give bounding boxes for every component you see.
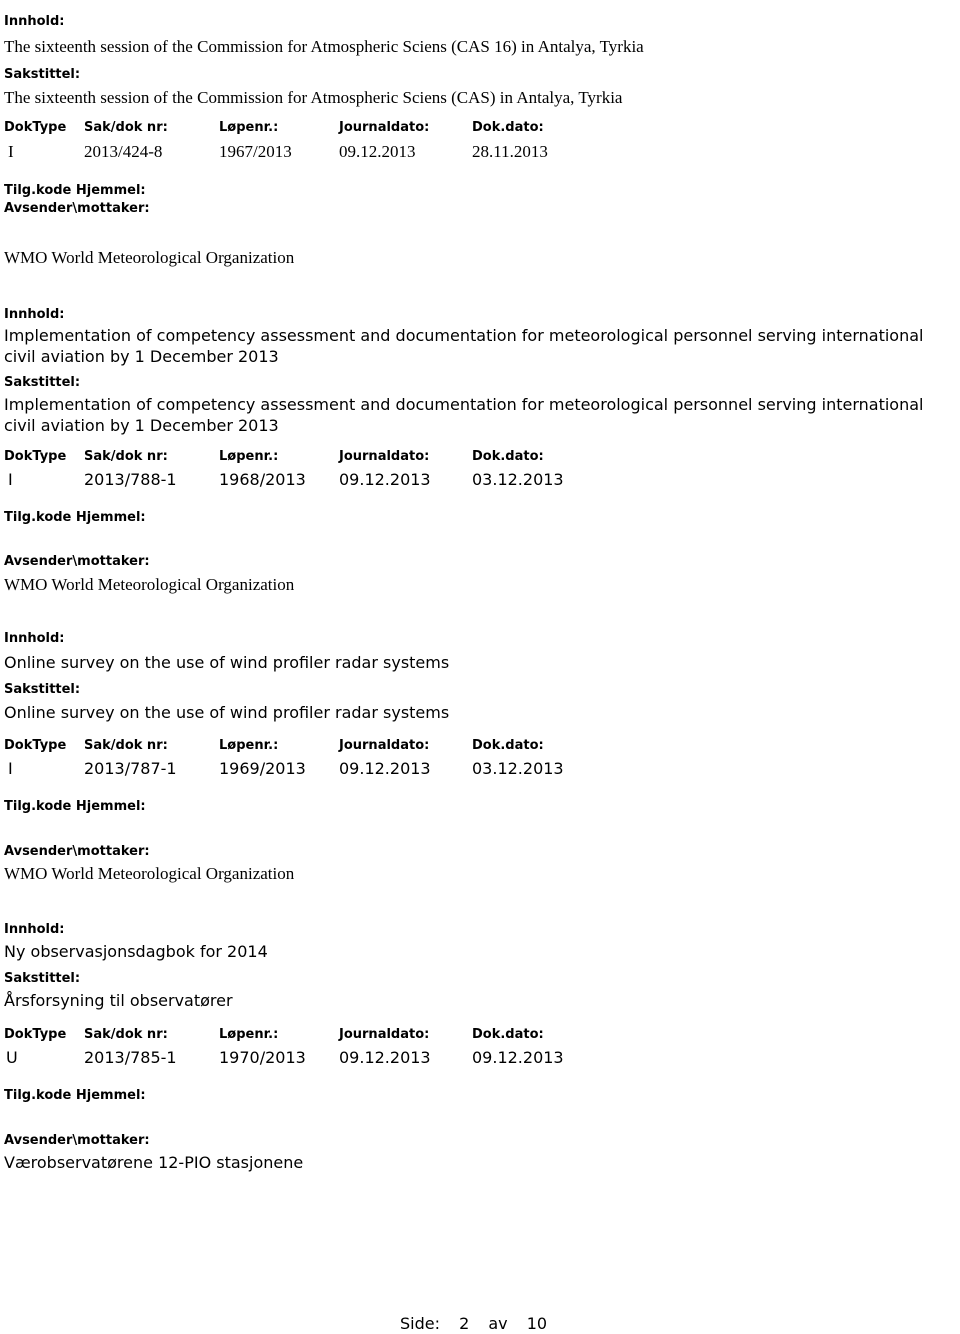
- lopenr-value: 1968/2013: [219, 470, 306, 489]
- sakstittel-label: Sakstittel:: [4, 682, 81, 697]
- innhold-label: Innhold:: [4, 631, 65, 646]
- tilgkode-text: Tilg.kode: [4, 1088, 72, 1103]
- sakstittel-label: Sakstittel:: [4, 67, 81, 82]
- avsender-label: Avsender\mottaker:: [4, 1133, 150, 1148]
- dokdato-value: 09.12.2013: [472, 1048, 564, 1067]
- dokdato-label: Dok.dato:: [472, 120, 544, 135]
- saksnr-value: 2013/787-1: [84, 759, 177, 778]
- lopenr-label: Løpenr.:: [219, 449, 279, 464]
- journaldato-value: 09.12.2013: [339, 470, 431, 489]
- journaldato-label: Journaldato:: [339, 738, 430, 753]
- innhold-text: The sixteenth session of the Commission for Atmospheric Sciens (CAS 16) in Antalya, Tyrkia: [4, 37, 644, 56]
- journaldato-value: 09.12.2013: [339, 142, 416, 161]
- side-label: Side:: [400, 1314, 440, 1333]
- hjemmel-label: Hjemmel:: [75, 183, 146, 198]
- tilgkode-label: [4, 510, 146, 526]
- tilgkode-label: [4, 183, 146, 199]
- doktype-value: U: [6, 1048, 18, 1067]
- avsender-label: Avsender\mottaker:: [4, 554, 150, 569]
- tilgkode-label: [4, 799, 146, 815]
- sakstittel-label: Sakstittel:: [4, 375, 81, 390]
- avsender-text: WMO World Meteorological Organization: [4, 575, 295, 594]
- dokdato-value: 28.11.2013: [472, 142, 548, 161]
- document-meta-row: [0, 449, 960, 493]
- document-meta-row: [0, 1027, 960, 1071]
- doktype-value: I: [8, 142, 14, 161]
- avsender-text: WMO World Meteorological Organization: [4, 864, 295, 883]
- hjemmel-label: Hjemmel:: [75, 1088, 146, 1103]
- saksnr-value: 2013/424-8: [84, 142, 163, 161]
- lopenr-label: Løpenr.:: [219, 1027, 279, 1042]
- lopenr-value: 1969/2013: [219, 759, 306, 778]
- innhold-label: Innhold:: [4, 14, 65, 29]
- lopenr-label: Løpenr.:: [219, 738, 279, 753]
- journaldato-value: 09.12.2013: [339, 759, 431, 778]
- saksnr-label: Sak/dok nr:: [84, 449, 168, 464]
- sakstittel-label: Sakstittel:: [4, 971, 81, 986]
- page-total: 10: [526, 1314, 548, 1333]
- saksnr-value: 2013/788-1: [84, 470, 177, 489]
- tilgkode-text: Tilg.kode: [4, 799, 72, 814]
- doktype-label: DokType: [4, 1027, 67, 1042]
- innhold-text: Implementation of competency assessment and documentation for meteorological personnel serving international civil aviation by 1 December 2013: [4, 326, 924, 366]
- lopenr-value: 1970/2013: [219, 1048, 306, 1067]
- page-number: 2: [459, 1314, 470, 1333]
- sakstittel-text: Årsforsyning til observatører: [4, 991, 233, 1010]
- journaldato-label: Journaldato:: [339, 120, 430, 135]
- avsender-text: WMO World Meteorological Organization: [4, 248, 295, 267]
- sakstittel-text: Online survey on the use of wind profiler radar systems: [4, 703, 450, 722]
- innhold-label: Innhold:: [4, 922, 65, 937]
- dokdato-label: Dok.dato:: [472, 449, 544, 464]
- avsender-label: Avsender\mottaker:: [4, 201, 150, 216]
- saksnr-value: 2013/785-1: [84, 1048, 177, 1067]
- journaldato-value: 09.12.2013: [339, 1048, 431, 1067]
- tilgkode-text: Tilg.kode: [4, 510, 72, 525]
- saksnr-label: Sak/dok nr:: [84, 738, 168, 753]
- hjemmel-label: Hjemmel:: [75, 799, 146, 814]
- hjemmel-label: Hjemmel:: [75, 510, 146, 525]
- dokdato-value: 03.12.2013: [472, 470, 564, 489]
- page-footer: [400, 1314, 547, 1333]
- doktype-label: DokType: [4, 738, 67, 753]
- innhold-label: Innhold:: [4, 307, 65, 322]
- avsender-label: Avsender\mottaker:: [4, 844, 150, 859]
- tilgkode-label: [4, 1088, 146, 1104]
- dokdato-value: 03.12.2013: [472, 759, 564, 778]
- dokdato-label: Dok.dato:: [472, 1027, 544, 1042]
- doktype-label: DokType: [4, 120, 67, 135]
- doktype-value: I: [8, 759, 13, 778]
- lopenr-label: Løpenr.:: [219, 120, 279, 135]
- journaldato-label: Journaldato:: [339, 1027, 430, 1042]
- document-meta-row: [0, 120, 960, 164]
- saksnr-label: Sak/dok nr:: [84, 120, 168, 135]
- avsender-text: Værobservatørene 12-PIO stasjonene: [4, 1153, 304, 1172]
- doktype-value: I: [8, 470, 13, 489]
- sakstittel-text: The sixteenth session of the Commission for Atmospheric Sciens (CAS) in Antalya, Tyrkia: [4, 88, 623, 107]
- document-meta-row: [0, 738, 960, 782]
- lopenr-value: 1967/2013: [219, 142, 292, 161]
- tilgkode-text: Tilg.kode: [4, 183, 72, 198]
- of-label: av: [488, 1314, 508, 1333]
- saksnr-label: Sak/dok nr:: [84, 1027, 168, 1042]
- innhold-text: Online survey on the use of wind profiler radar systems: [4, 653, 450, 672]
- dokdato-label: Dok.dato:: [472, 738, 544, 753]
- doktype-label: DokType: [4, 449, 67, 464]
- sakstittel-text: Implementation of competency assessment and documentation for meteorological personnel serving international civil aviation by 1 December 2013: [4, 395, 924, 435]
- innhold-text: Ny observasjonsdagbok for 2014: [4, 942, 268, 961]
- journaldato-label: Journaldato:: [339, 449, 430, 464]
